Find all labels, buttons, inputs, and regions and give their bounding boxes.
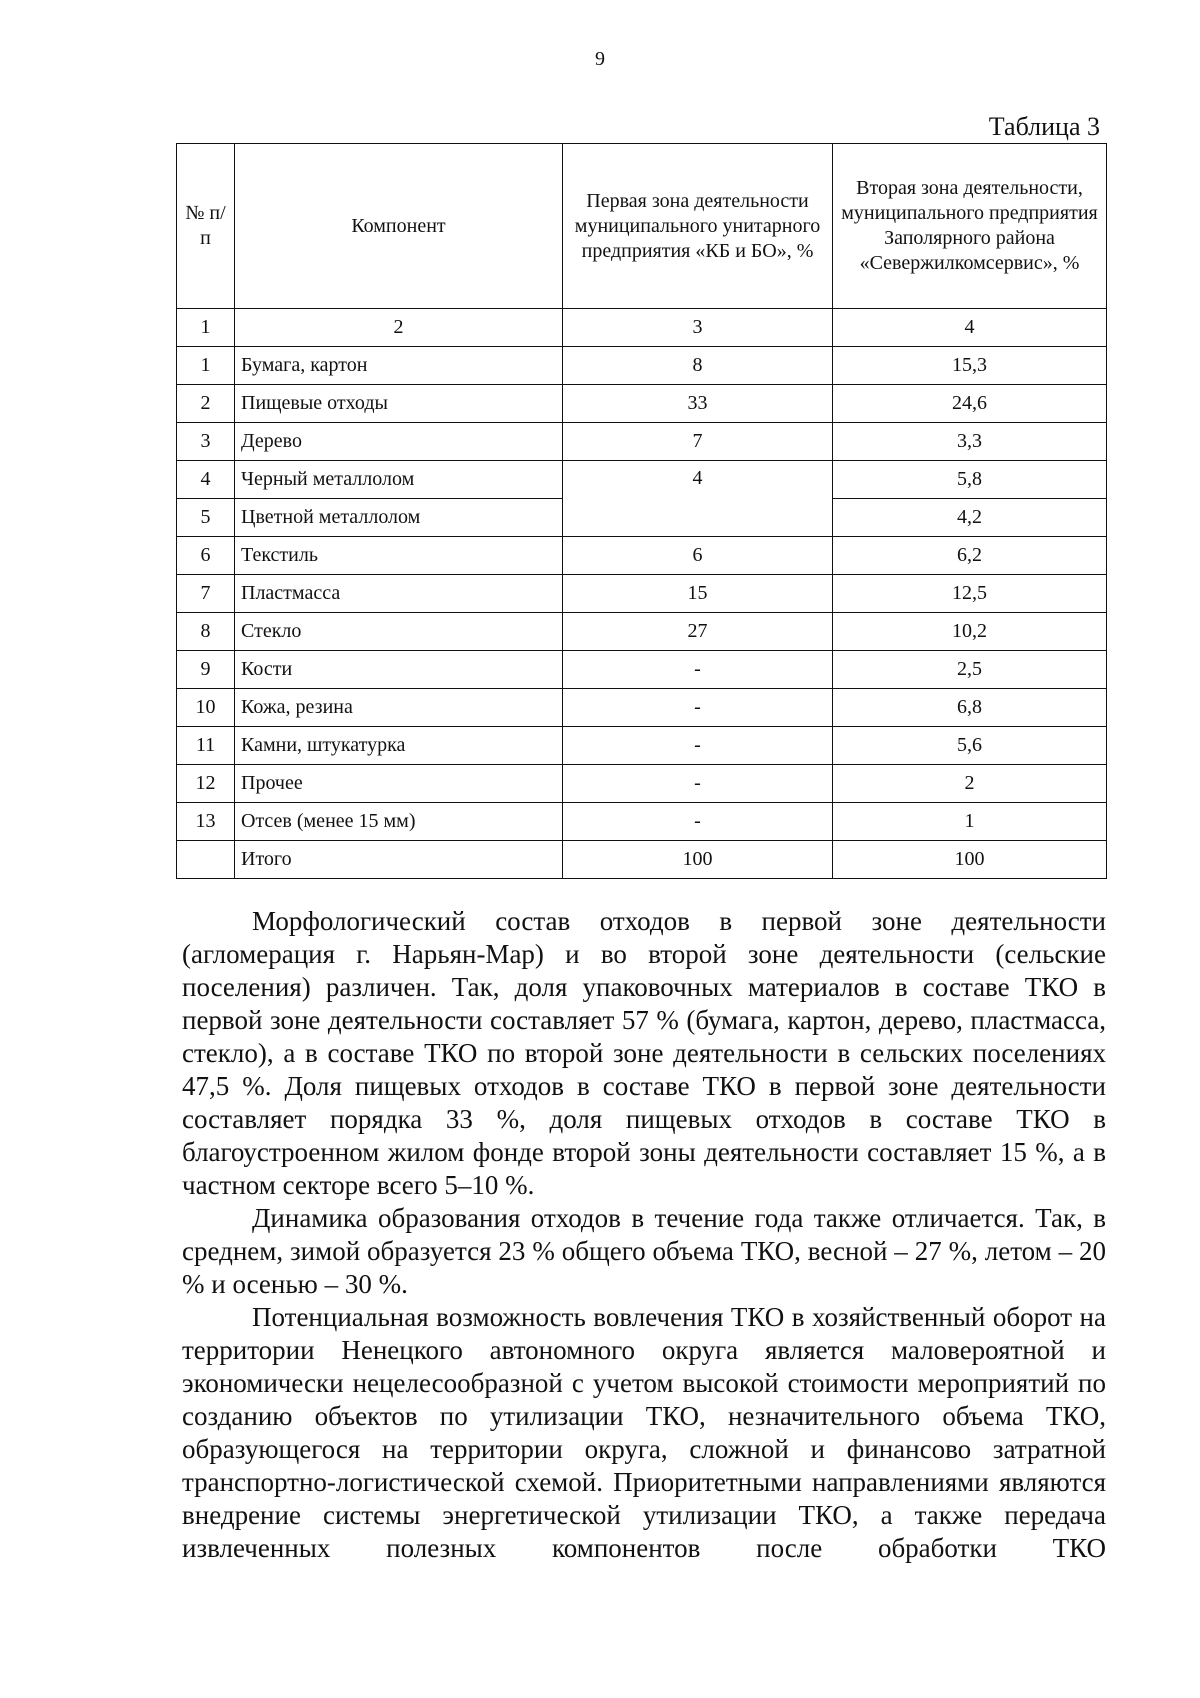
row-component: Цветной металлолом: [235, 499, 563, 537]
column-number-row: [177, 309, 1107, 347]
row-zone2-value: 12,5: [833, 575, 1107, 613]
row-component: Текстиль: [235, 537, 563, 575]
row-component: Черный металлолом: [235, 461, 563, 499]
row-num: 4: [177, 461, 235, 499]
row-zone1-value-merged: 4: [563, 461, 833, 537]
waste-composition-table: [176, 143, 1107, 879]
row-zone2-value: 15,3: [833, 347, 1107, 385]
row-zone2-value: 2,5: [833, 651, 1107, 689]
row-zone1-value: -: [563, 651, 833, 689]
table-row: [177, 537, 1107, 575]
table-total-row: [177, 841, 1107, 879]
table-row: [177, 765, 1107, 803]
header-zone2: Вторая зона деятельности, муниципального предприятия Заполярного района «Севержилкомсервис», %: [833, 144, 1107, 309]
table-header-row: [177, 144, 1107, 309]
total-num: [177, 841, 235, 879]
row-num: 11: [177, 727, 235, 765]
row-component: Пищевые отходы: [235, 385, 563, 423]
row-zone2-value: 4,2: [833, 499, 1107, 537]
row-zone1-value: 15: [563, 575, 833, 613]
row-component: Прочее: [235, 765, 563, 803]
row-component: Отсев (менее 15 мм): [235, 803, 563, 841]
table-row: [177, 803, 1107, 841]
row-component: Бумага, картон: [235, 347, 563, 385]
row-num: 7: [177, 575, 235, 613]
col-number: 2: [235, 309, 563, 347]
row-num: 2: [177, 385, 235, 423]
row-zone2-value: 24,6: [833, 385, 1107, 423]
table-row: [177, 651, 1107, 689]
row-zone2-value: 10,2: [833, 613, 1107, 651]
paragraph: Потенциальная возможность вовлечения ТКО в хозяйственный оборот на территории Ненецкого автономного округа является маловероятной и экономически нецелесообразной с учетом высокой стоимости мероприятий по созданию объектов по утилизации ТКО, незначительного объема ТКО, образующегося на территории округа, сложной и финансово затратной транспортно-логистической схемой. Приоритетными направлениями являются внедрение системы энергетической утилизации ТКО, а также передача извлеченных полезных компонентов после обработки ТКО: [182, 1302, 1106, 1563]
table-row: [177, 689, 1107, 727]
table-row: [177, 385, 1107, 423]
table-row: [177, 575, 1107, 613]
row-zone2-value: 6,2: [833, 537, 1107, 575]
row-zone1-value: -: [563, 689, 833, 727]
row-zone2-value: 6,8: [833, 689, 1107, 727]
row-zone1-value: 8: [563, 347, 833, 385]
row-component: Стекло: [235, 613, 563, 651]
total-zone1-value: 100: [563, 841, 833, 879]
page-number: 9: [595, 48, 605, 70]
row-num: 12: [177, 765, 235, 803]
table-caption: Таблица 3: [988, 112, 1100, 141]
header-num: № п/п: [177, 144, 235, 309]
row-zone2-value: 5,6: [833, 727, 1107, 765]
row-zone1-value: 27: [563, 613, 833, 651]
row-num: 3: [177, 423, 235, 461]
row-zone1-value: -: [563, 727, 833, 765]
table-row: [177, 461, 1107, 499]
table-row: [177, 727, 1107, 765]
table-row: [177, 423, 1107, 461]
row-component: Дерево: [235, 423, 563, 461]
row-zone2-value: 3,3: [833, 423, 1107, 461]
row-num: 1: [177, 347, 235, 385]
row-zone1-value: 7: [563, 423, 833, 461]
paragraph: Морфологический состав отходов в первой зоне деятельности (агломерация г. Нарьян-Мар) и во второй зоне деятельности (сельские поселения) различен. Так, доля упаковочных материалов в составе ТКО в первой зоне деятельности составляет 57 % (бумага, картон, дерево, пластмасса, стекло), а в составе ТКО по второй зоне деятельности в сельских поселениях 47,5 %. Доля пищевых отходов в составе ТКО в первой зоне деятельности составляет порядка 33 %, доля пищевых отходов в составе ТКО в благоустроенном жилом фонде второй зоны деятельности составляет 15 %, а в частном секторе всего 5–10 %.: [182, 906, 1106, 1200]
row-zone1-value: -: [563, 765, 833, 803]
table-row: [177, 613, 1107, 651]
row-zone1-value: 33: [563, 385, 833, 423]
col-number: 1: [177, 309, 235, 347]
row-zone1-value: -: [563, 803, 833, 841]
row-zone2-value: 2: [833, 765, 1107, 803]
row-num: 9: [177, 651, 235, 689]
row-num: 6: [177, 537, 235, 575]
row-num: 10: [177, 689, 235, 727]
row-num: 5: [177, 499, 235, 537]
row-num: 13: [177, 803, 235, 841]
body-text: [182, 905, 1106, 1565]
row-zone1-value: 6: [563, 537, 833, 575]
row-component: Пластмасса: [235, 575, 563, 613]
header-component: Компонент: [235, 144, 563, 309]
table-row: [177, 347, 1107, 385]
header-zone1: Первая зона деятельности муниципального унитарного предприятия «КБ и БО», %: [563, 144, 833, 309]
col-number: 3: [563, 309, 833, 347]
paragraph: Динамика образования отходов в течение года также отличается. Так, в среднем, зимой образуется 23 % общего объема ТКО, весной – 27 %, летом – 20 % и осенью – 30 %.: [182, 1203, 1106, 1299]
row-num: 8: [177, 613, 235, 651]
total-label: Итого: [235, 841, 563, 879]
row-component: Камни, штукатурка: [235, 727, 563, 765]
row-component: Кожа, резина: [235, 689, 563, 727]
total-zone2-value: 100: [833, 841, 1107, 879]
row-zone2-value: 1: [833, 803, 1107, 841]
col-number: 4: [833, 309, 1107, 347]
row-zone2-value: 5,8: [833, 461, 1107, 499]
row-component: Кости: [235, 651, 563, 689]
